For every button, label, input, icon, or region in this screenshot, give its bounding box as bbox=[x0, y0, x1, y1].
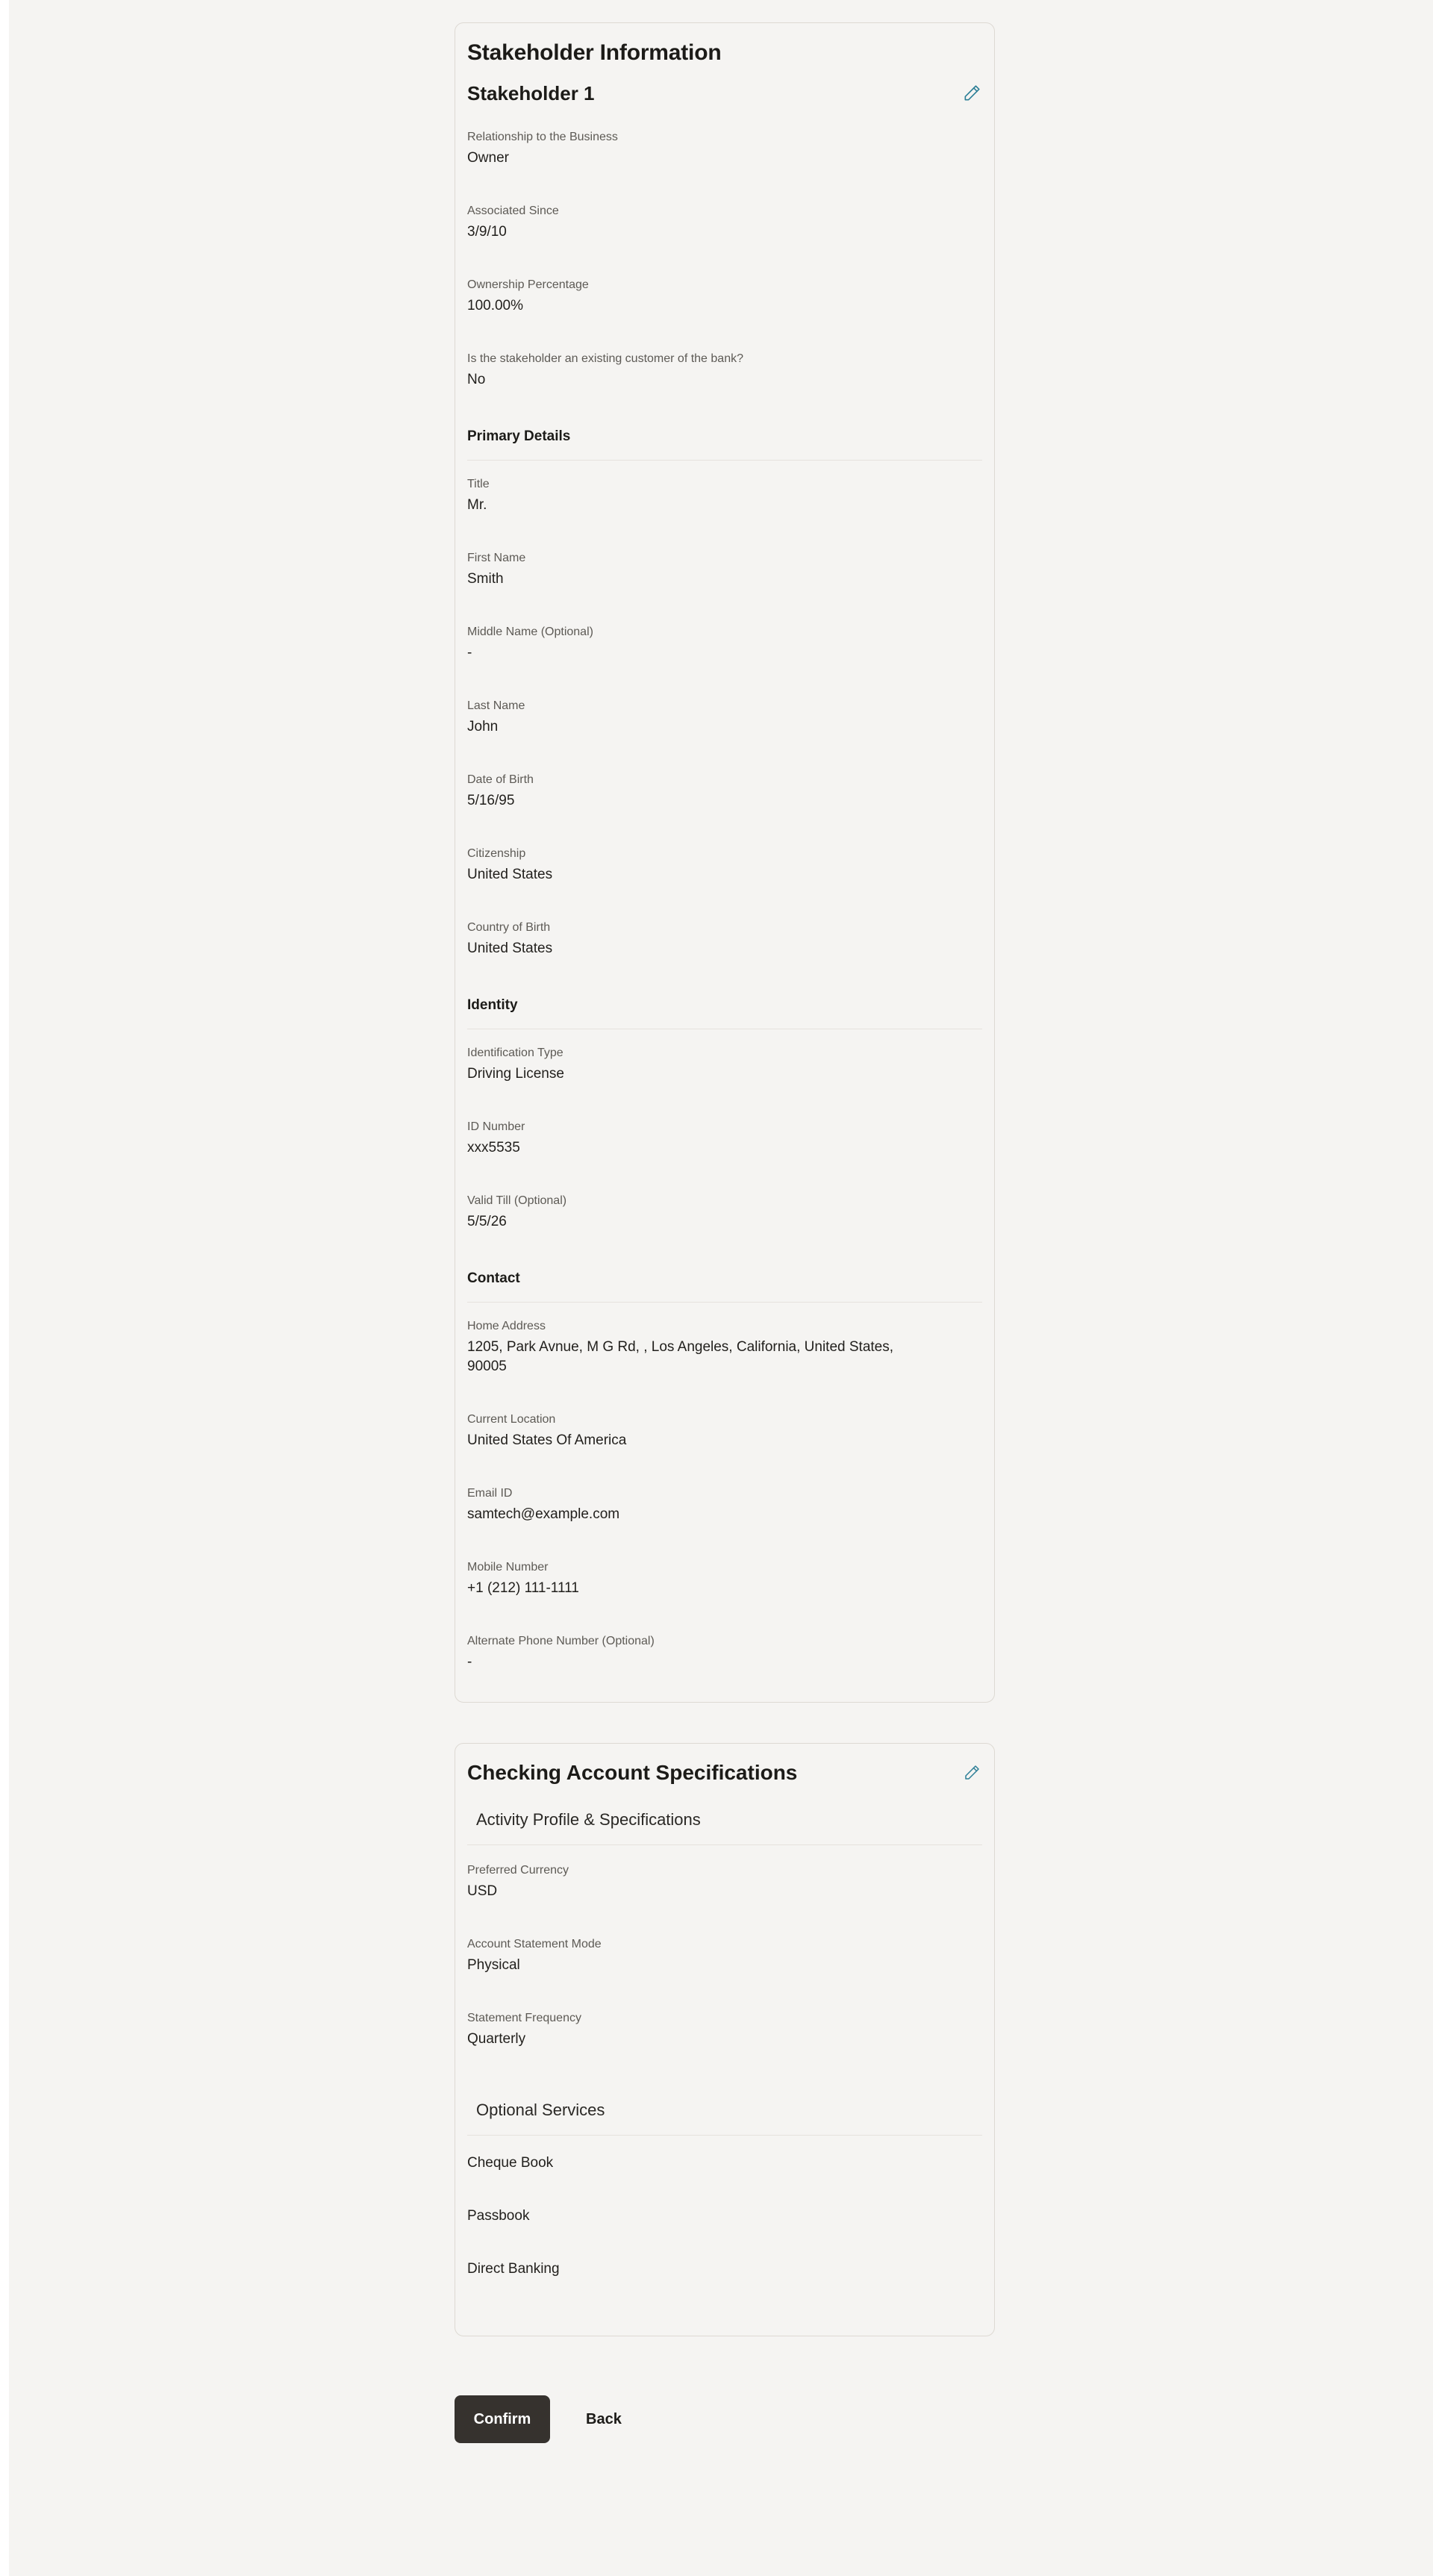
stakeholder-card-title: Stakeholder Information bbox=[467, 40, 722, 65]
field-value: - bbox=[467, 645, 472, 661]
stakeholder-information-card bbox=[455, 22, 995, 1703]
field-value: United States bbox=[467, 867, 553, 882]
field-associated-since bbox=[467, 204, 982, 242]
field-value: 5/5/26 bbox=[467, 1214, 507, 1229]
section-header-optional-services: Optional Services bbox=[476, 2101, 605, 2119]
field-label: Relationship to the Business bbox=[467, 131, 618, 143]
field-value: Mr. bbox=[467, 497, 487, 513]
section-header-primary-details: Primary Details bbox=[467, 428, 571, 444]
confirm-button[interactable]: Confirm bbox=[455, 2395, 550, 2443]
field-value: 1205, Park Avnue, M G Rd, , Los Angeles, California, United States, 90005 bbox=[467, 1339, 894, 1374]
field-label: Email ID bbox=[467, 1487, 513, 1500]
edit-stakeholder-button[interactable] bbox=[961, 83, 982, 104]
field-label: Last Name bbox=[467, 699, 525, 712]
field-preferred-currency bbox=[467, 1863, 982, 1901]
field-label: Country of Birth bbox=[467, 921, 551, 934]
field-mobile-number bbox=[467, 1560, 982, 1598]
section-divider bbox=[467, 460, 982, 461]
field-value: John bbox=[467, 719, 499, 735]
field-citizenship bbox=[467, 846, 982, 885]
field-date-of-birth bbox=[467, 773, 982, 811]
field-label: Statement Frequency bbox=[467, 2012, 581, 2024]
pencil-icon bbox=[963, 1764, 981, 1782]
optional-service-direct-banking: Direct Banking bbox=[467, 2261, 560, 2277]
checking-card-title: Checking Account Specifications bbox=[467, 1761, 798, 1784]
field-valid-till bbox=[467, 1194, 982, 1232]
field-existing-customer bbox=[467, 352, 982, 390]
field-account-statement-mode bbox=[467, 1937, 982, 1975]
field-label: Mobile Number bbox=[467, 1561, 549, 1574]
field-value: - bbox=[467, 1654, 472, 1670]
section-divider bbox=[467, 1302, 982, 1303]
field-value: xxx5535 bbox=[467, 1140, 520, 1156]
section-divider bbox=[467, 1844, 982, 1845]
field-label: Middle Name (Optional) bbox=[467, 626, 593, 638]
field-alternate-phone bbox=[467, 1634, 982, 1672]
field-label: Alternate Phone Number (Optional) bbox=[467, 1635, 655, 1647]
field-identification-type bbox=[467, 1046, 982, 1084]
field-current-location bbox=[467, 1412, 982, 1450]
stakeholder-subtitle-row bbox=[467, 81, 982, 105]
field-label: Title bbox=[467, 478, 490, 490]
field-value: +1 (212) 111-1111 bbox=[467, 1580, 579, 1596]
field-title bbox=[467, 477, 982, 515]
field-value: Quarterly bbox=[467, 2031, 526, 2047]
field-label: Home Address bbox=[467, 1320, 546, 1332]
field-label: Identification Type bbox=[467, 1047, 563, 1059]
field-country-of-birth bbox=[467, 920, 982, 958]
field-label: Associated Since bbox=[467, 205, 559, 217]
field-value: Owner bbox=[467, 150, 509, 166]
pencil-icon bbox=[962, 84, 981, 103]
field-label: First Name bbox=[467, 552, 526, 564]
field-last-name bbox=[467, 699, 982, 737]
back-button[interactable]: Back bbox=[586, 2410, 622, 2427]
review-column bbox=[455, 22, 995, 2443]
field-value: No bbox=[467, 372, 486, 387]
field-middle-name bbox=[467, 625, 982, 663]
field-value: Physical bbox=[467, 1957, 520, 1973]
field-label: Account Statement Mode bbox=[467, 1938, 602, 1950]
field-value: Driving License bbox=[467, 1066, 564, 1082]
left-scrollbar-track[interactable] bbox=[0, 0, 9, 2576]
field-label: Valid Till (Optional) bbox=[467, 1194, 567, 1207]
field-value: United States bbox=[467, 941, 553, 956]
optional-service-passbook: Passbook bbox=[467, 2208, 530, 2224]
field-label: Date of Birth bbox=[467, 773, 534, 786]
stakeholder-name: Stakeholder 1 bbox=[467, 82, 595, 105]
field-label: Citizenship bbox=[467, 847, 526, 860]
field-statement-frequency bbox=[467, 2011, 982, 2049]
field-label: Ownership Percentage bbox=[467, 278, 589, 291]
field-ownership-percentage bbox=[467, 278, 982, 316]
checking-account-specifications-card bbox=[455, 1743, 995, 2336]
field-value: USD bbox=[467, 1883, 498, 1899]
field-label: ID Number bbox=[467, 1120, 525, 1133]
checking-card-title-row bbox=[467, 1760, 982, 1786]
section-header-activity-profile: Activity Profile & Specifications bbox=[476, 1810, 701, 1829]
section-header-contact: Contact bbox=[467, 1270, 520, 1286]
field-value: 5/16/95 bbox=[467, 793, 515, 808]
field-id-number bbox=[467, 1120, 982, 1158]
field-label: Is the stakeholder an existing customer of the bank? bbox=[467, 352, 743, 365]
field-value: samtech@example.com bbox=[467, 1506, 620, 1522]
section-divider bbox=[467, 2135, 982, 2136]
field-value: 100.00% bbox=[467, 298, 524, 314]
field-first-name bbox=[467, 551, 982, 589]
field-value: Smith bbox=[467, 571, 504, 587]
field-label: Preferred Currency bbox=[467, 1864, 569, 1877]
field-value: 3/9/10 bbox=[467, 224, 507, 240]
optional-service-cheque-book: Cheque Book bbox=[467, 2155, 554, 2171]
edit-checking-account-button[interactable] bbox=[961, 1762, 982, 1783]
field-email-id bbox=[467, 1486, 982, 1524]
action-bar bbox=[455, 2395, 995, 2443]
field-label: Current Location bbox=[467, 1413, 556, 1426]
field-value: United States Of America bbox=[467, 1432, 627, 1448]
field-home-address bbox=[467, 1319, 982, 1376]
section-header-identity: Identity bbox=[467, 997, 518, 1013]
field-relationship-to-business bbox=[467, 130, 982, 168]
